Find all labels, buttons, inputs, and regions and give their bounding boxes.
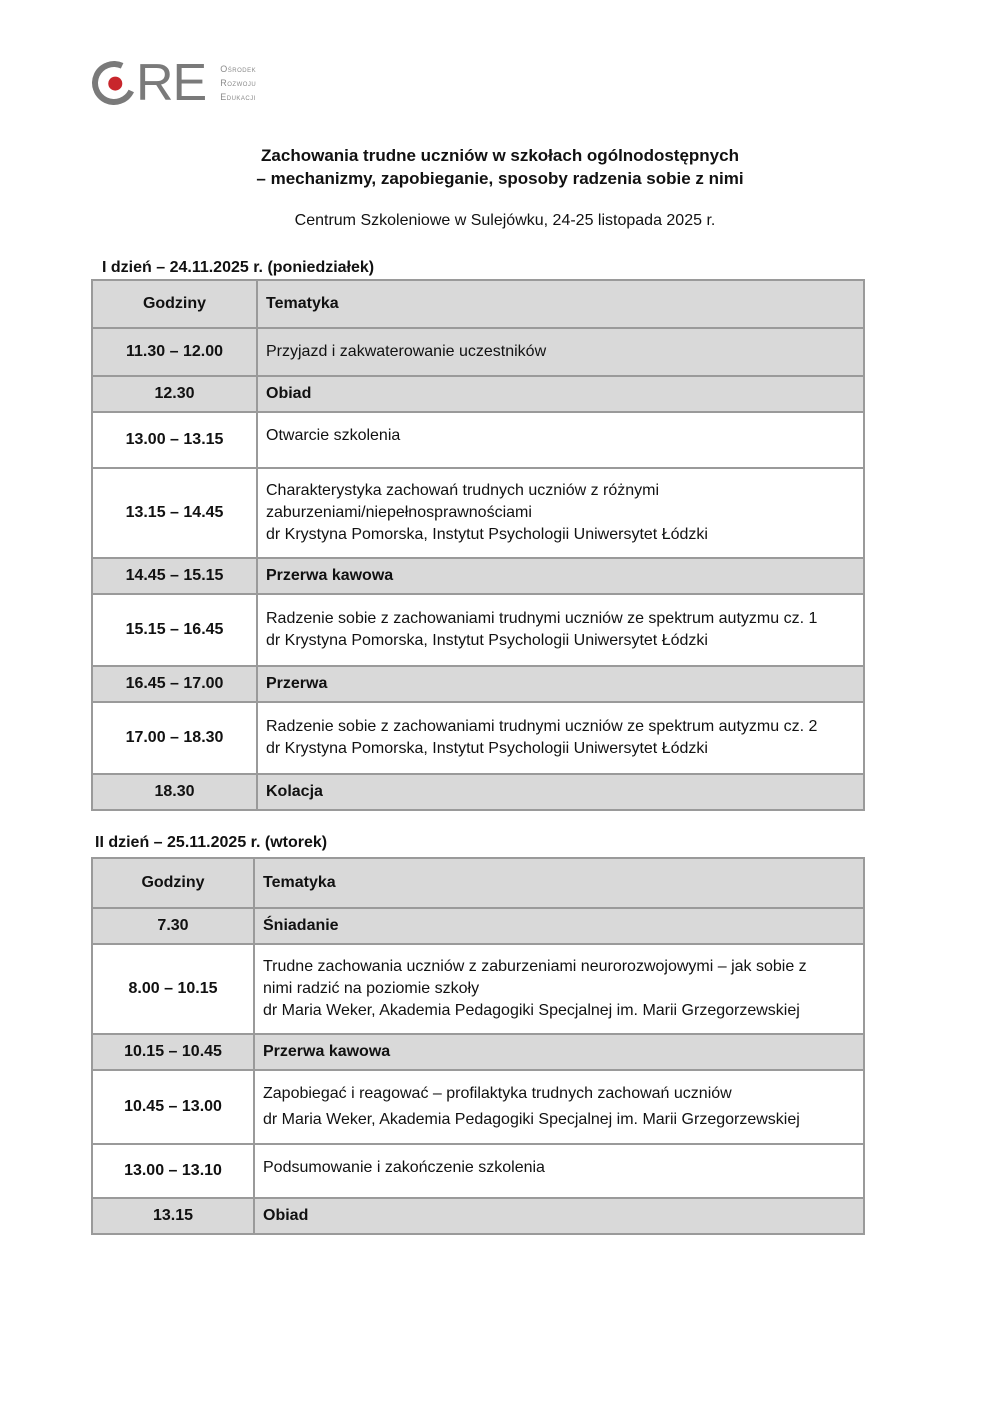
table-row [92,1144,864,1198]
row-time: 15.15 – 16.45 [92,594,257,666]
table-row [92,944,864,1034]
day1-schedule-table [91,279,865,811]
topic-line: dr Krystyna Pomorska, Instytut Psychologii Uniwersytet Łódzki [266,632,708,649]
row-topic [257,376,864,412]
row-time: 13.15 [92,1198,254,1234]
table-row [92,1034,864,1070]
ore-logo-dot-icon [108,77,122,91]
row-topic [257,702,864,774]
day2-header-topic: Tematyka [254,858,864,908]
row-time: 17.00 – 18.30 [92,702,257,774]
ore-logo-line-2: Rozwoju [220,78,257,88]
topic-line: Obiad [266,385,312,402]
topic-line: dr Maria Weker, Akademia Pedagogiki Specjalnej im. Marii Grzegorzewskiej [263,1002,800,1019]
row-topic [254,944,864,1034]
row-time: 18.30 [92,774,257,810]
topic-line: Obiad [263,1207,309,1224]
row-topic [254,1070,864,1144]
document-title-line-2: – mechanizmy, zapobieganie, sposoby radzenia sobie z nimi [256,169,744,188]
row-time: 16.45 – 17.00 [92,666,257,702]
topic-line: dr Krystyna Pomorska, Instytut Psychologii Uniwersytet Łódzki [266,740,708,757]
table-row [92,594,864,666]
row-topic [257,774,864,810]
row-topic [254,1198,864,1234]
day1-label: I dzień – 24.11.2025 r. (poniedziałek) [102,259,375,276]
topic-line: Trudne zachowania uczniów z zaburzeniami neurorozwojowymi – jak sobie z [263,958,807,975]
row-topic [257,468,864,558]
day1-header-topic: Tematyka [257,280,864,328]
row-time: 13.00 – 13.10 [92,1144,254,1198]
row-topic [257,666,864,702]
topic-line: zaburzeniami/niepełnosprawnościami [266,504,532,521]
row-time: 13.15 – 14.45 [92,468,257,558]
row-time: 7.30 [92,908,254,944]
document-title-line-1: Zachowania trudne uczniów w szkołach ogólnodostępnych [261,146,739,165]
table-row [92,666,864,702]
topic-line: nimi radzić na poziomie szkoły [263,980,480,997]
topic-line: Radzenie sobie z zachowaniami trudnymi uczniów ze spektrum autyzmu cz. 2 [266,718,818,735]
table-row [92,412,864,468]
topic-line: Otwarcie szkolenia [266,427,401,444]
row-time: 10.15 – 10.45 [92,1034,254,1070]
topic-line: Przerwa kawowa [266,567,394,584]
day2-schedule-table [91,857,865,1235]
topic-line: Przerwa kawowa [263,1043,391,1060]
topic-line: Podsumowanie i zakończenie szkolenia [263,1159,545,1176]
table-row [92,558,864,594]
row-topic [254,1144,864,1198]
table-row [92,1198,864,1234]
table-row [92,908,864,944]
row-topic [254,1034,864,1070]
topic-line: Przerwa [266,675,328,692]
ore-logo [92,54,257,112]
document-title [0,144,1000,190]
table-row [92,702,864,774]
row-topic [257,594,864,666]
row-topic [257,328,864,376]
ore-logo-line-3: Edukacji [220,92,256,102]
table-row [92,1070,864,1144]
topic-line: Radzenie sobie z zachowaniami trudnymi uczniów ze spektrum autyzmu cz. 1 [266,610,818,627]
topic-line: Zapobiegać i reagować – profilaktyka trudnych zachowań uczniów [263,1085,732,1102]
topic-line: Przyjazd i zakwaterowanie uczestników [266,343,547,360]
day2-header-row [92,858,864,908]
row-time: 8.00 – 10.15 [92,944,254,1034]
ore-logo-line-1: Ośrodek [220,64,257,74]
row-time: 13.00 – 13.15 [92,412,257,468]
topic-line: dr Maria Weker, Akademia Pedagogiki Specjalnej im. Marii Grzegorzewskiej [263,1111,800,1128]
row-topic [257,558,864,594]
topic-line: Charakterystyka zachowań trudnych uczniów z różnymi [266,482,660,499]
ore-logo-text [220,62,256,104]
table-row [92,774,864,810]
day2-label: II dzień – 25.11.2025 r. (wtorek) [95,834,328,851]
topic-line: Śniadanie [263,917,339,934]
row-topic [257,412,864,468]
row-time: 12.30 [92,376,257,412]
day1-header-time: Godziny [92,280,257,328]
topic-line: dr Krystyna Pomorska, Instytut Psychologii Uniwersytet Łódzki [266,526,708,543]
table-row [92,468,864,558]
ore-logo-letters: RE [136,54,207,112]
table-row [92,328,864,376]
row-time: 11.30 – 12.00 [92,328,257,376]
row-time: 14.45 – 15.15 [92,558,257,594]
document-subtitle: Centrum Szkoleniowe w Sulejówku, 24-25 listopada 2025 r. [294,212,716,229]
row-topic [254,908,864,944]
ore-logo-ring-icon [86,55,142,111]
table-row [92,376,864,412]
day1-header-row [92,280,864,328]
day2-header-time: Godziny [92,858,254,908]
row-time: 10.45 – 13.00 [92,1070,254,1144]
topic-line: Kolacja [266,783,323,800]
